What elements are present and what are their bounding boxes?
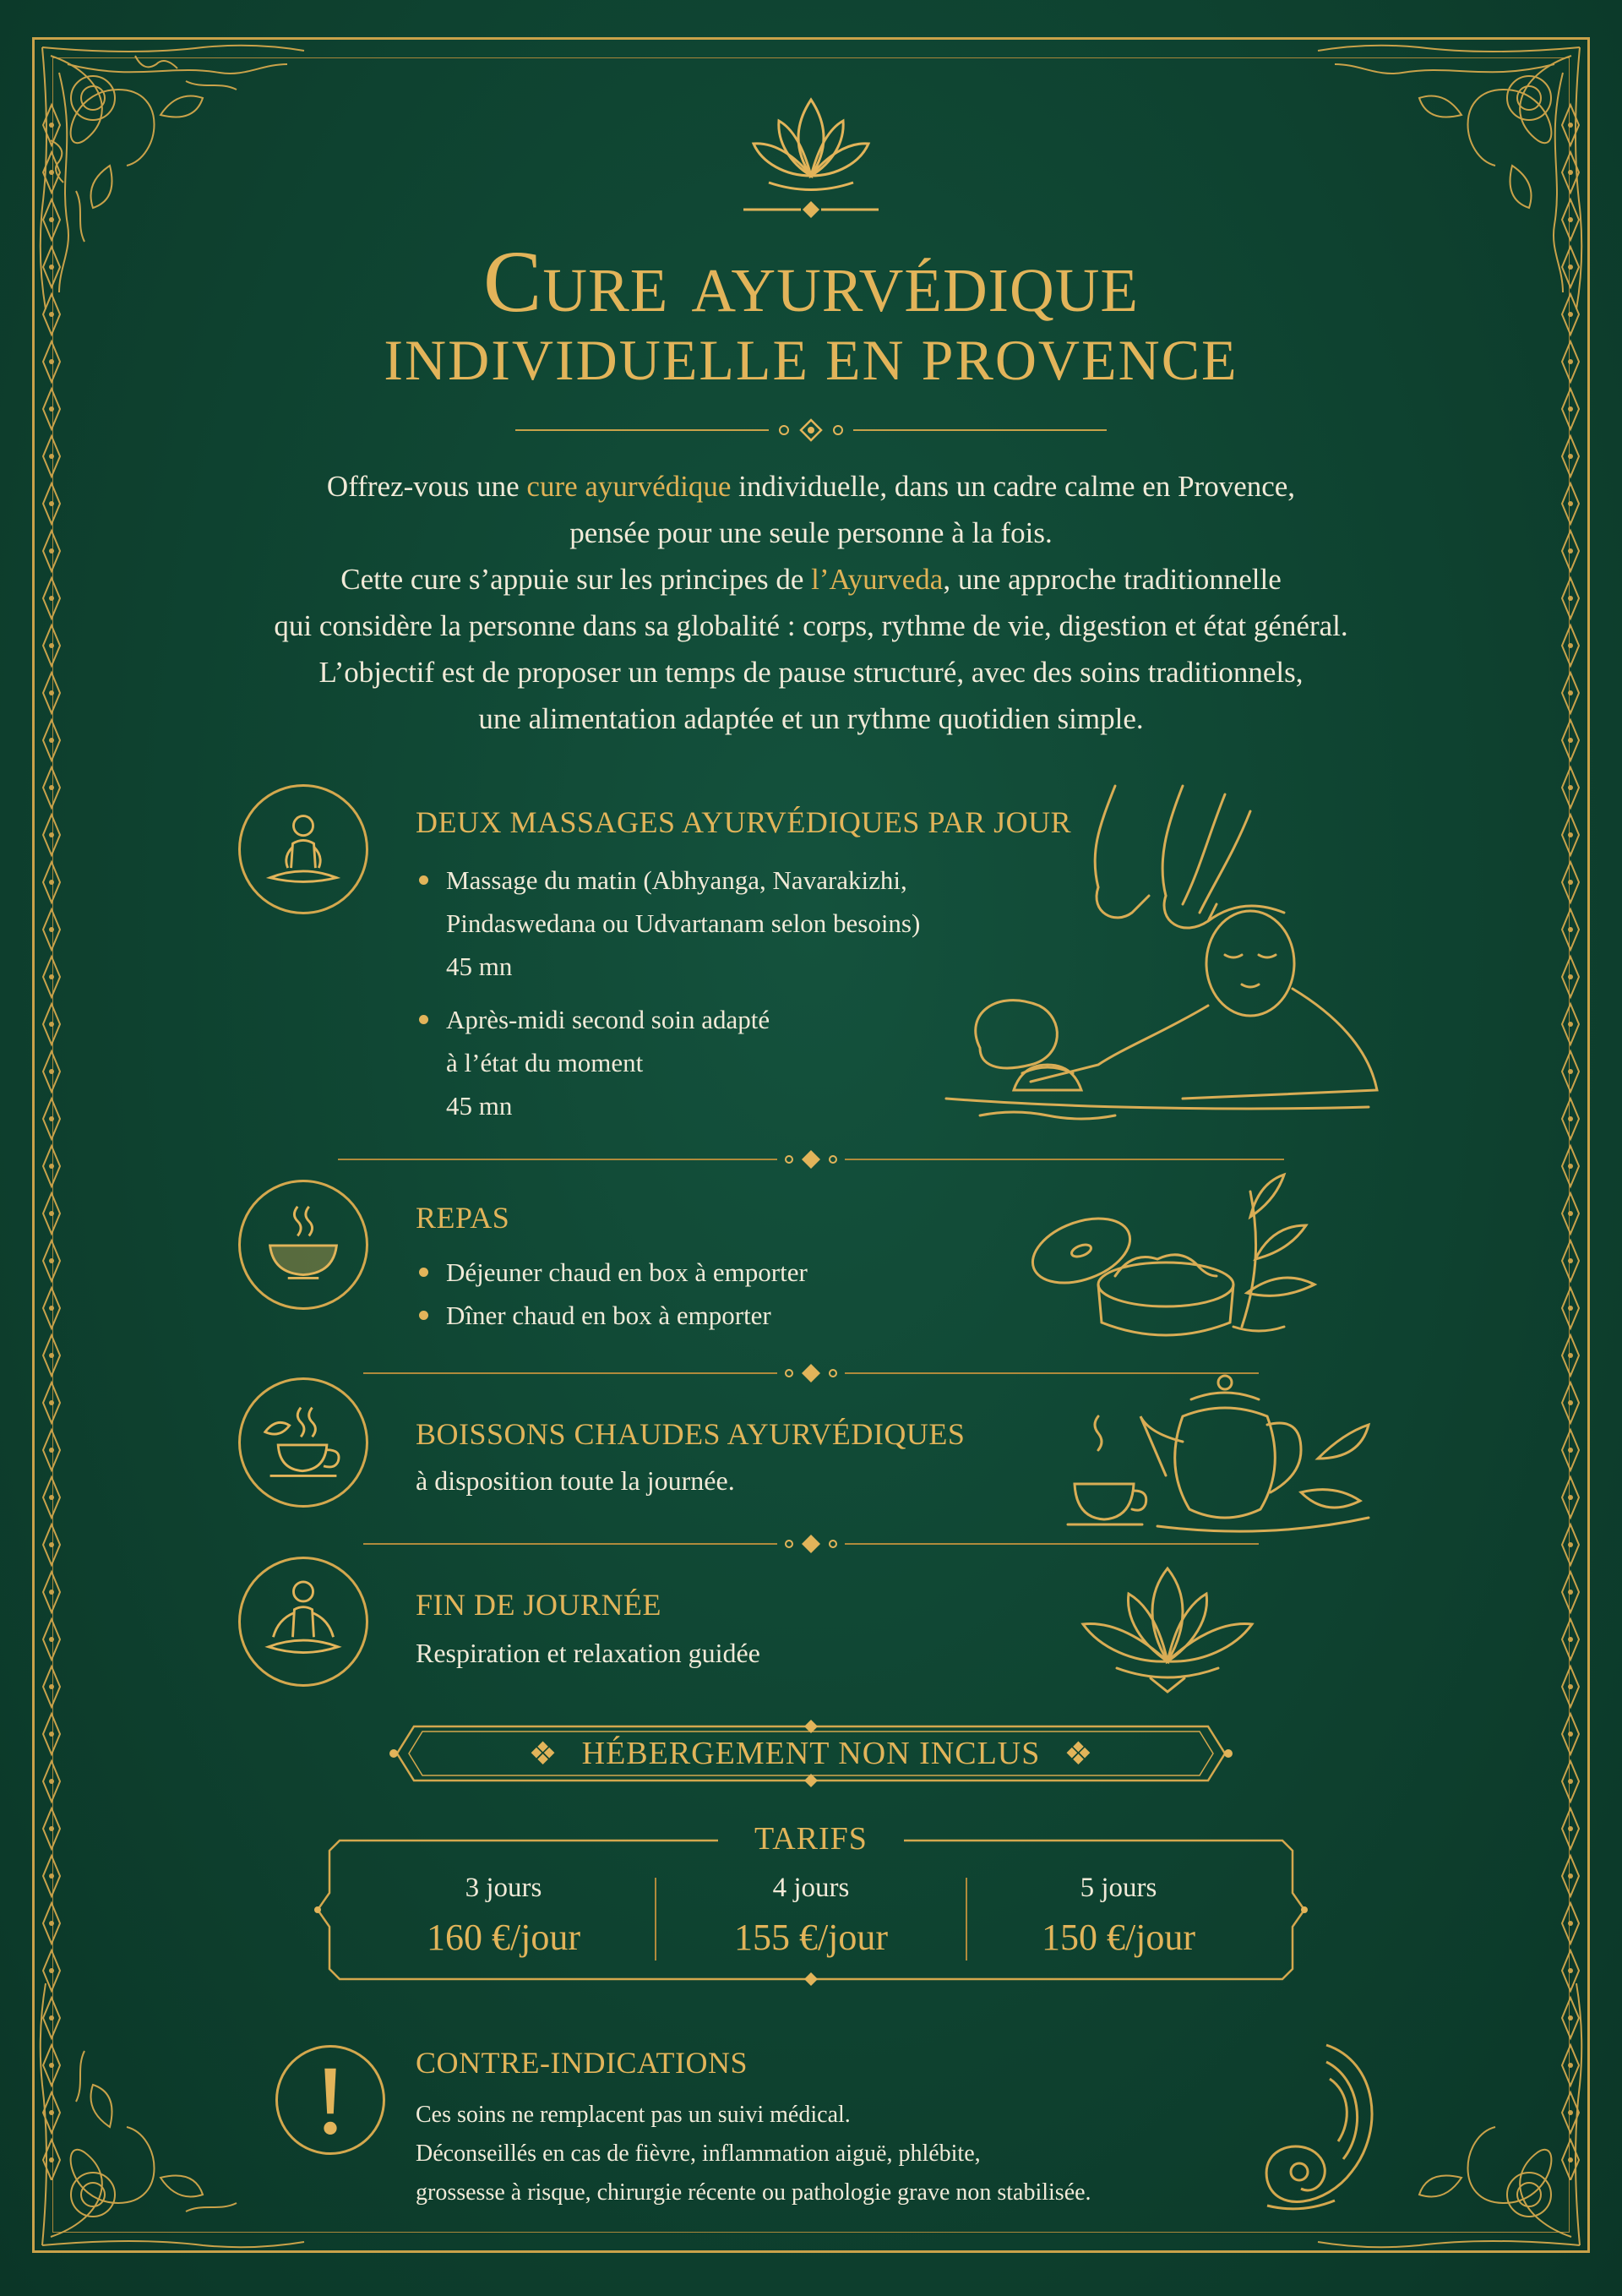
corner-ornament-icon <box>34 1975 313 2254</box>
food-box-illustration-icon <box>1014 1166 1335 1352</box>
price-option-3-days <box>360 1873 647 1959</box>
lotus-flower-icon <box>1066 1560 1269 1695</box>
massage-illustration-icon <box>929 777 1385 1132</box>
price-days: 3 jours <box>465 1873 542 1903</box>
boissons-text: à disposition toute la journée. <box>416 1465 735 1496</box>
left-border-ornament <box>39 101 64 2180</box>
fin-title: FIN DE JOURNÉE <box>416 1588 661 1622</box>
meditating-person-icon <box>238 784 368 914</box>
bowl-icon <box>238 1180 368 1310</box>
hebergement-notice <box>389 1720 1233 1787</box>
intro-line-4: qui considère la personne dans sa globalité : corps, rythme de vie, digestion et état général. <box>274 609 1348 642</box>
list-item: Massage du matin (Abhyanga, Navarakizhi, Pindaswedana ou Udvartanam selon besoins) 45 mn <box>416 859 920 988</box>
section-divider <box>363 1531 1259 1557</box>
price-days: 5 jours <box>1080 1873 1157 1903</box>
contre-indications-title: CONTRE-INDICATIONS <box>416 2046 748 2080</box>
list-item: Dîner chaud en box à emporter <box>416 1294 808 1337</box>
tarifs-title: TARIFS <box>754 1821 868 1857</box>
intro-text <box>169 463 1453 742</box>
intro-line-1: Offrez-vous une cure ayurvédique individuelle, dans un cadre calme en Provence, <box>326 470 1296 503</box>
page-subtitle: INDIVIDUELLE EN PROVENCE <box>384 328 1238 392</box>
price-days: 4 jours <box>772 1873 850 1903</box>
repas-title: REPAS <box>416 1201 510 1235</box>
price-value: 160 €/jour <box>426 1917 581 1958</box>
title-divider <box>515 417 1107 443</box>
list-item: Déjeuner chaud en box à emporter <box>416 1251 808 1294</box>
price-value: 150 €/jour <box>1041 1917 1196 1958</box>
teapot-illustration-icon <box>1064 1366 1385 1552</box>
intro-line-3: Cette cure s’appuie sur les principes de l’Ayurveda, une approche traditionnelle <box>340 563 1282 596</box>
massages-list <box>416 859 920 1127</box>
repas-list <box>416 1251 808 1337</box>
tea-cup-icon <box>238 1377 368 1508</box>
lotus-icon <box>743 91 879 218</box>
price-value: 155 €/jour <box>733 1917 889 1958</box>
price-option-5-days <box>975 1873 1262 1959</box>
contre-indications-line-3: grossesse à risque, chirurgie récente ou pathologie grave non stabilisée. <box>416 2179 1091 2206</box>
right-border-ornament <box>1558 101 1583 2180</box>
contre-indications-line-2: Déconseillés en cas de fièvre, inflammation aiguë, phlébite, <box>416 2141 981 2167</box>
ornament-left-icon: ❖ <box>528 1736 558 1772</box>
boissons-title: BOISSONS CHAUDES AYURVÉDIQUES <box>416 1417 966 1451</box>
intro-line-6: une alimentation adaptée et un rythme quotidien simple. <box>478 702 1144 735</box>
fin-text: Respiration et relaxation guidée <box>416 1638 760 1668</box>
contre-indications-text <box>416 2096 1091 2212</box>
paisley-ornament-icon <box>1250 2037 1385 2222</box>
list-item: Après-midi second soin adapté à l’état du moment 45 mn <box>416 998 920 1127</box>
intro-line-2: pensée pour une seule personne à la fois. <box>569 516 1053 549</box>
massages-title: DEUX MASSAGES AYURVÉDIQUES PAR JOUR <box>416 805 1072 839</box>
intro-line-5: L’objectif est de proposer un temps de pause structuré, avec des soins traditionnels, <box>318 656 1304 689</box>
page-title: Cure ayurvédique <box>482 233 1140 330</box>
ornament-right-icon: ❖ <box>1064 1736 1094 1772</box>
price-option-4-days <box>667 1873 955 1959</box>
contre-indications-line-1: Ces soins ne remplacent pas un suivi médical. <box>416 2102 851 2128</box>
hebergement-text: HÉBERGEMENT NON INCLUS <box>581 1736 1041 1771</box>
meditation-icon <box>238 1557 368 1687</box>
exclamation-icon <box>275 2045 385 2155</box>
